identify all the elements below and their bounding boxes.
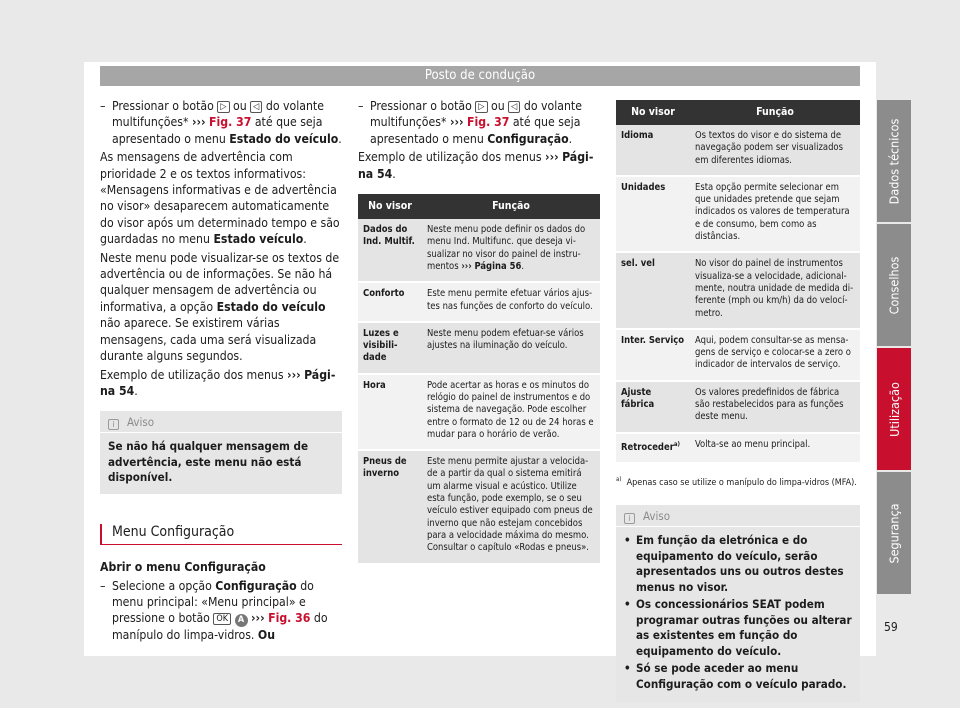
paragraph: Exemplo de utilização dos menus ››› Página 54. <box>100 367 336 398</box>
table-row: Dados do Ind. Multif. Neste menu pode definir os dados do menu Ind. Multifunc. que deseja visualizar no visor do painel de instrumentos ››› Página 56. <box>358 219 600 282</box>
figure-link[interactable]: Fig. 36 <box>268 611 311 626</box>
column-1 <box>100 98 342 646</box>
next-button-icon: ▷ <box>475 101 487 113</box>
prev-button-icon: ◁ <box>250 101 262 113</box>
step-item: – Pressionar o botão ▷ ou ◁ do volante multifunções* ››› Fig. 37 até que seja apresentado o menu Configuração. <box>358 99 582 146</box>
info-icon: i <box>108 419 119 430</box>
column-3 <box>616 100 860 702</box>
callout-a: A <box>235 614 248 627</box>
col-header-visor: No visor <box>616 100 690 125</box>
table-row: Idioma Os textos do visor e do sistema de navegação podem ser visualizados em diferentes idiomas. <box>616 125 860 176</box>
tab-dados-tecnicos[interactable]: Dados técnicos <box>877 100 911 222</box>
info-icon: i <box>624 513 635 524</box>
paragraph: Exemplo de utilização dos menus ››› Página 54. <box>358 150 594 181</box>
next-button-icon: ▷ <box>217 101 229 113</box>
table-row: Ajuste fábrica Os valores predefinidos de fábrica são restabelecidos para as funções deste menu. <box>616 381 860 433</box>
aviso-header: i Aviso <box>616 505 860 527</box>
col-header-visor: No visor <box>358 194 422 219</box>
table-row: sel. vel No visor do painel de instrumentos visualiza-se a velocidade, adicionalmente, noutra unidade de medida diferente (mph ou km/h) da do velocímetro. <box>616 252 860 328</box>
page-header: Posto de condução <box>100 66 860 86</box>
section-title: Menu Configuração <box>100 524 342 545</box>
paragraph: Neste menu pode visualizar-se os textos de advertência ou de informações. Se não há qualquer mensagem de advertência ou informativa, a opção Estado do veículo não aparece. Se existirem várias mensagens, cada uma será visualizada durante alguns segundos. <box>100 250 340 364</box>
ok-button-icon: OK <box>213 613 231 625</box>
aviso-box <box>616 505 860 702</box>
table-row: Inter. Serviço Aqui, podem consultar-se as mensagens de serviço e colocar-se a zero o indicador de intervalos de serviço. <box>616 329 860 381</box>
table-header-row <box>616 100 860 125</box>
page-link[interactable]: Página 54 <box>100 367 336 398</box>
table-row: Conforto Este menu permite efetuar vários ajustes nas funções de conforto do veículo. <box>358 282 600 322</box>
menu-table <box>616 100 860 464</box>
table-row: Pneus de inverno Este menu permite ajustar a velocidade a partir da qual o sistema emitirá um alarme visual e acústico. Utilize esta função, pode exemplo, se o seu veículo estiver equipado com pneus de inverno que não estejam concebidos para a velocidade máxima do mesmo. Consultar o capítulo «Rodas e pneus». <box>358 450 600 563</box>
page-number: 59 <box>884 620 898 634</box>
table-row: Luzes e visibilidade Neste menu podem efetuar-se vários ajustes na iluminação do veículo. <box>358 322 600 374</box>
menu-table <box>358 194 600 565</box>
table-row: Unidades Esta opção permite selecionar em que unidades pretende que sejam indicados os valores de temperatura e de consumo, bem como as distâncias. <box>616 176 860 252</box>
column-2 <box>358 98 600 565</box>
paragraph: As mensagens de advertência com prioridade 2 e os textos informativos: «Mensagens informativas e de advertência no visor» desaparecem automaticamente do visor após um determinado tempo e são guardadas no menu Estado veículo. <box>100 150 340 247</box>
col-header-funcao: Função <box>422 194 600 219</box>
aviso-box <box>100 411 342 494</box>
col-header-funcao: Função <box>690 100 860 125</box>
table-row: Hora Pode acertar as horas e os minutos do relógio do painel de instrumentos e do sistema de navegação. Pode escolher entre o formato de 12 ou de 24 horas e mudar para o horário de verão. <box>358 374 600 450</box>
step-item: – Pressionar o botão ▷ ou ◁ do volante multifunções* ››› Fig. 37 até que seja apresentado o menu Estado do veículo. <box>100 99 342 146</box>
footnote: $^{a)}$ Apenas caso se utilize o manípulo do limpa-vidros (MFA). <box>616 476 857 489</box>
figure-link[interactable]: Fig. 37 <box>467 115 510 130</box>
subheading: Abrir o menu Configuração <box>100 560 266 575</box>
page-link[interactable]: Página 54 <box>358 150 594 181</box>
aviso-header: i Aviso <box>100 411 342 433</box>
step-item: – Selecione a opção Configuração do menu principal: «Menu principal» e pressione o botão OK A ››› Fig. 36 do manípulo do limpa-vidros. Ou <box>100 578 328 643</box>
bullet-item: • Só se pode aceder ao menu Configuração com o veículo parado. <box>624 661 847 691</box>
tab-seguranca[interactable]: Segurança <box>877 472 911 594</box>
tab-utilizacao[interactable]: Utilização <box>877 348 911 470</box>
figure-link[interactable]: Fig. 37 <box>209 115 252 130</box>
table-row: Retroceder$^{a)}$ Volta-se ao menu principal. <box>616 433 860 463</box>
tab-conselhos[interactable]: Conselhos <box>877 224 911 346</box>
aviso-text: Se não há qualquer mensagem de advertência, este menu não está disponível. <box>108 439 309 485</box>
ref-arrow: ››› <box>191 115 206 130</box>
prev-button-icon: ◁ <box>508 101 520 113</box>
bullet-item: • Em função da eletrónica e do equipamento do veículo, serão apresentados uns ou outros destes menus no visor. <box>624 533 844 594</box>
aviso-text <box>616 527 860 702</box>
table-header-row <box>358 194 600 219</box>
bullet-item: • Os concessionários SEAT podem programar outras funções ou alterar as existentes em função do equipamento do veículo. <box>624 597 852 658</box>
page-link[interactable]: Página 56 <box>474 260 522 272</box>
